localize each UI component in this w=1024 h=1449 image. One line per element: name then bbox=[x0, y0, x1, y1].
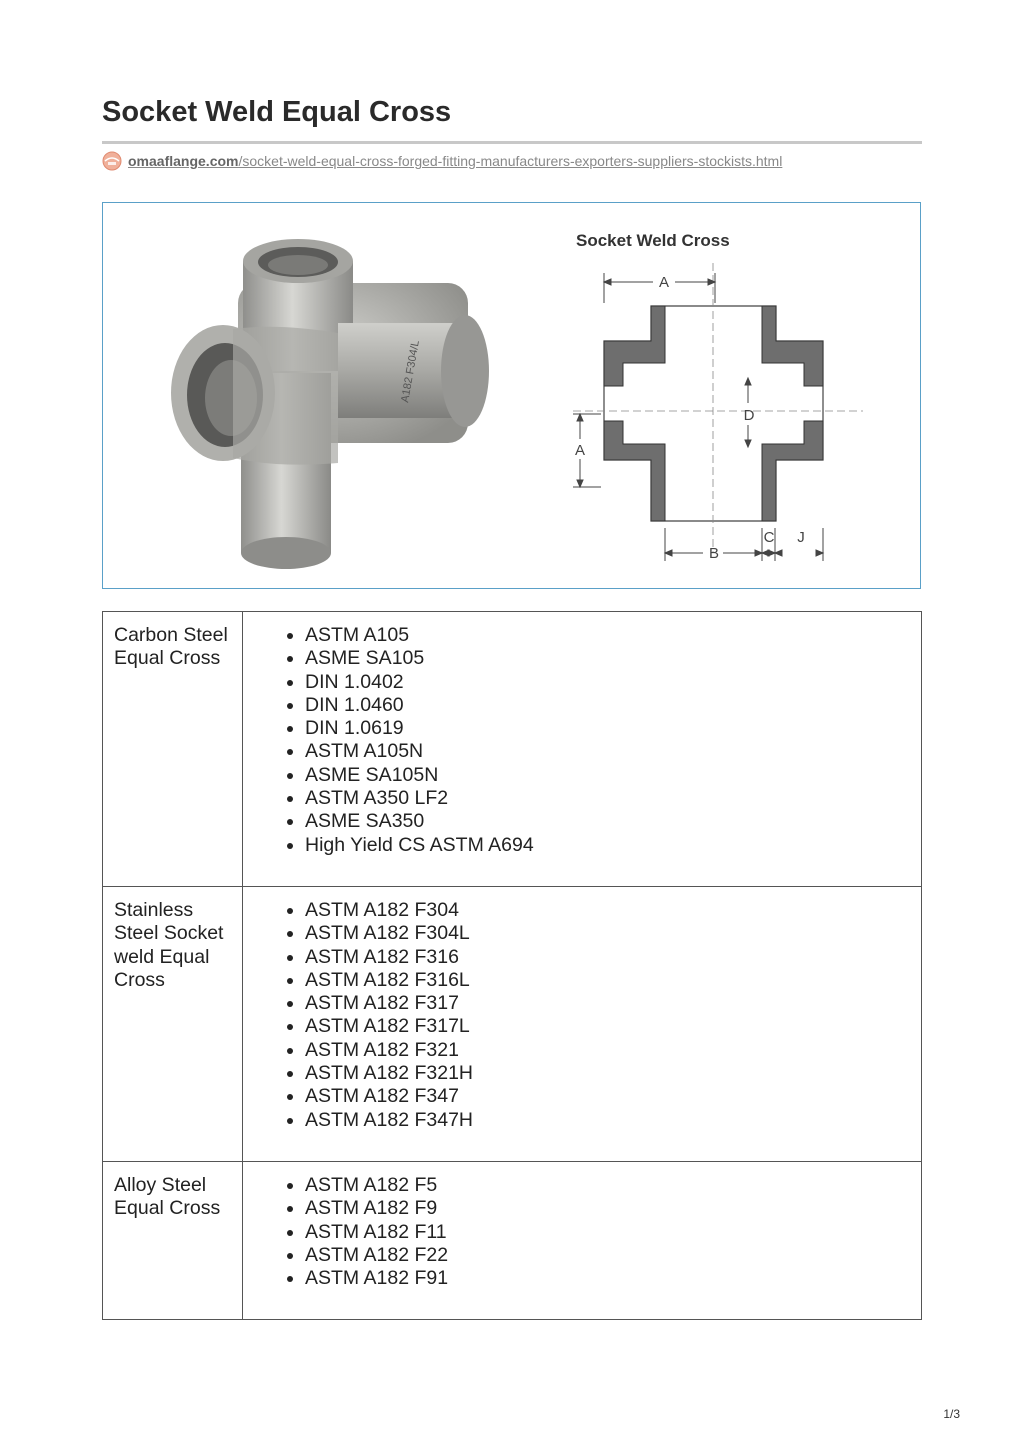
grades-cell bbox=[243, 887, 922, 1162]
diagram-title: Socket Weld Cross bbox=[576, 231, 730, 250]
list-item: • ASME SA105N bbox=[305, 764, 911, 787]
list-item: • ASTM A182 F316 bbox=[305, 946, 911, 969]
list-item: • ASTM A182 F5 bbox=[305, 1174, 911, 1197]
list-item: • ASTM A182 F317L bbox=[305, 1015, 911, 1038]
list-item: • ASTM A182 F347 bbox=[305, 1085, 911, 1108]
list-item: • ASTM A182 F11 bbox=[305, 1221, 911, 1244]
cross-fitting-photo bbox=[171, 239, 489, 569]
material-spec-table bbox=[102, 611, 922, 1320]
list-item: • ASTM A182 F316L bbox=[305, 969, 911, 992]
list-item: • ASME SA105 bbox=[305, 647, 911, 670]
grade-list bbox=[243, 1174, 911, 1290]
list-item: • ASTM A105 bbox=[305, 624, 911, 647]
list-item: • ASTM A182 F22 bbox=[305, 1244, 911, 1267]
source-link[interactable] bbox=[128, 153, 782, 169]
list-item: • ASTM A182 F304 bbox=[305, 899, 911, 922]
list-item: • ASTM A182 F91 bbox=[305, 1267, 911, 1290]
product-figure bbox=[103, 203, 920, 588]
site-favicon-icon bbox=[102, 151, 122, 171]
source-row bbox=[102, 150, 782, 172]
source-domain: omaaflange.com bbox=[128, 153, 239, 169]
category-cell: Carbon Steel Equal Cross bbox=[103, 612, 243, 887]
list-item: • ASTM A350 LF2 bbox=[305, 787, 911, 810]
list-item: • ASTM A105N bbox=[305, 740, 911, 763]
list-item: • DIN 1.0460 bbox=[305, 694, 911, 717]
list-item: • DIN 1.0619 bbox=[305, 717, 911, 740]
dim-label-a-top: A bbox=[658, 274, 670, 291]
table-row bbox=[103, 612, 922, 887]
grades-cell bbox=[243, 612, 922, 887]
title-divider bbox=[102, 141, 922, 144]
dim-label-j: J bbox=[797, 529, 805, 546]
list-item: • ASTM A182 F347H bbox=[305, 1109, 911, 1132]
page-title: Socket Weld Equal Cross bbox=[102, 96, 452, 128]
grade-list bbox=[243, 624, 911, 857]
list-item: • ASTM A182 F321 bbox=[305, 1039, 911, 1062]
cross-dimension-diagram bbox=[573, 231, 863, 562]
grade-list bbox=[243, 899, 911, 1132]
page-number: 1/3 bbox=[943, 1407, 960, 1421]
table-row bbox=[103, 887, 922, 1162]
list-item: • DIN 1.0402 bbox=[305, 671, 911, 694]
list-item: • ASTM A182 F317 bbox=[305, 992, 911, 1015]
dim-label-d: D bbox=[743, 407, 755, 424]
product-image-box bbox=[102, 202, 921, 589]
source-path: /socket-weld-equal-cross-forged-fitting-manufacturers-exporters-suppliers-stockists.html bbox=[238, 153, 783, 169]
category-cell: Alloy Steel Equal Cross bbox=[103, 1162, 243, 1320]
photo-marking: A182 F304/L bbox=[399, 339, 422, 404]
table-row bbox=[103, 1162, 922, 1320]
list-item: • ASME SA350 bbox=[305, 810, 911, 833]
list-item: • ASTM A182 F304L bbox=[305, 922, 911, 945]
list-item: • ASTM A182 F321H bbox=[305, 1062, 911, 1085]
grades-cell bbox=[243, 1162, 922, 1320]
dim-label-c: C bbox=[763, 529, 775, 546]
dim-label-a-left: A bbox=[574, 442, 586, 459]
dim-label-b: B bbox=[708, 545, 720, 562]
list-item: • High Yield CS ASTM A694 bbox=[305, 834, 911, 857]
category-cell: Stainless Steel Socket weld Equal Cross bbox=[103, 887, 243, 1162]
list-item: • ASTM A182 F9 bbox=[305, 1197, 911, 1220]
